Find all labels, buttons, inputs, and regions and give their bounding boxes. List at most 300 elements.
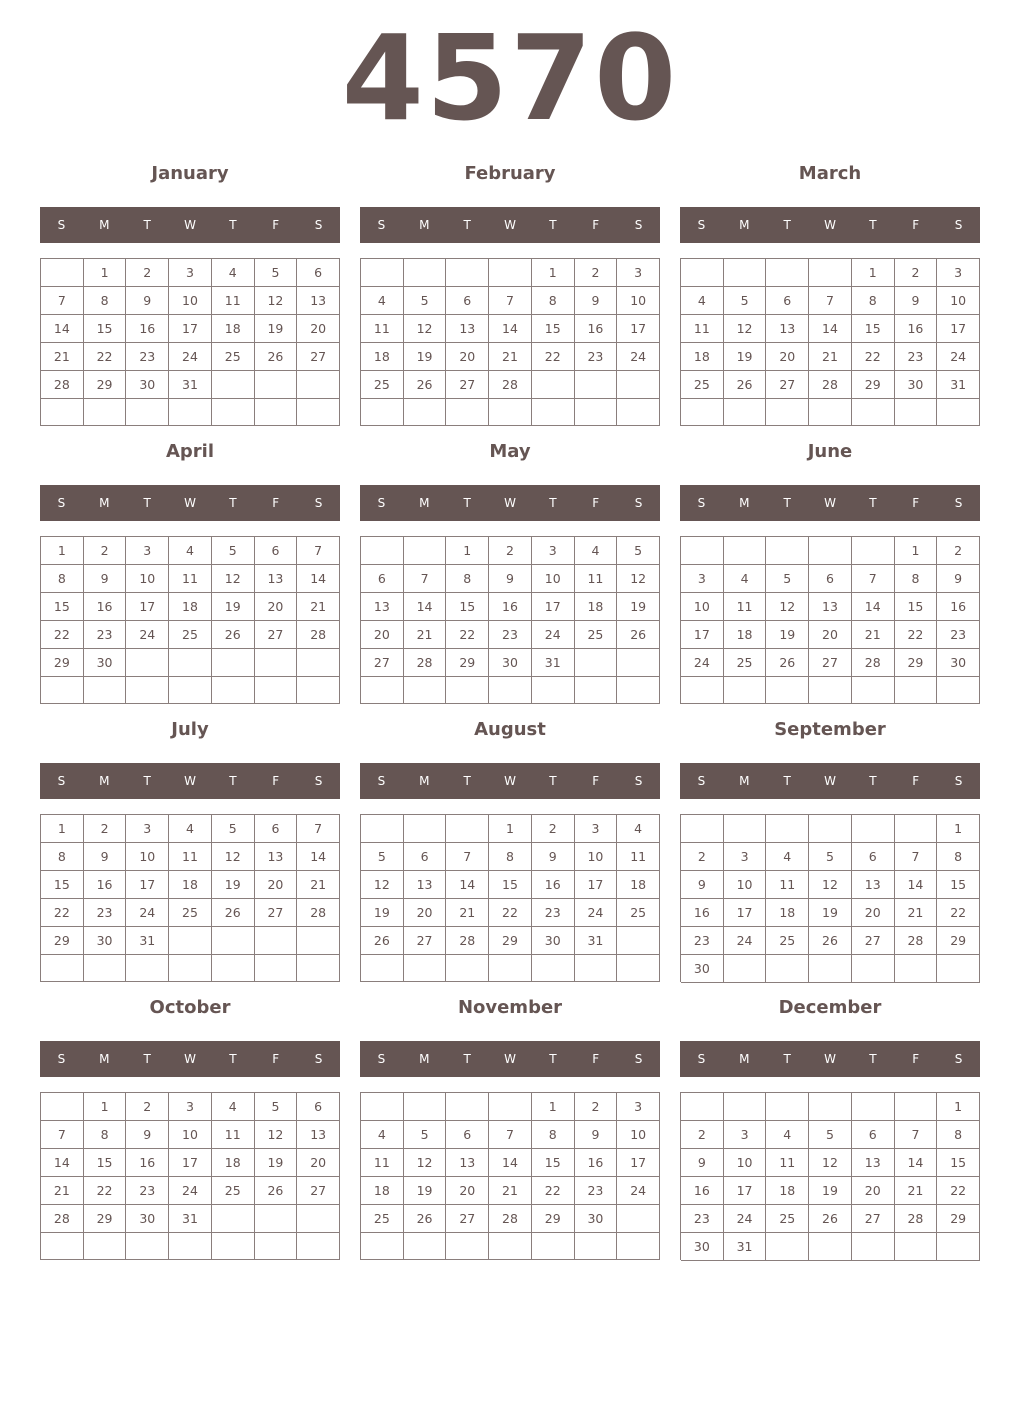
day-cell bbox=[361, 815, 404, 843]
day-cell: 1 bbox=[937, 1093, 980, 1121]
day-cell: 4 bbox=[169, 537, 212, 565]
day-cell: 3 bbox=[532, 537, 575, 565]
day-cell: 9 bbox=[895, 287, 938, 315]
day-cell: 26 bbox=[212, 899, 255, 927]
day-cell bbox=[361, 537, 404, 565]
day-cell: 13 bbox=[766, 315, 809, 343]
month-name: September bbox=[774, 719, 886, 740]
weekday-header bbox=[40, 207, 340, 243]
day-cell: 15 bbox=[41, 871, 84, 899]
weekday-label: T bbox=[463, 774, 471, 788]
weekday-label: M bbox=[99, 774, 110, 788]
day-cell: 5 bbox=[809, 843, 852, 871]
day-cell: 25 bbox=[766, 927, 809, 955]
weekday-label: F bbox=[272, 1052, 280, 1066]
day-cell: 1 bbox=[532, 1093, 575, 1121]
day-cell: 26 bbox=[809, 1205, 852, 1233]
day-grid bbox=[680, 814, 980, 982]
day-cell: 8 bbox=[937, 1121, 980, 1149]
day-cell: 15 bbox=[895, 593, 938, 621]
day-cell bbox=[617, 677, 660, 704]
day-cell: 12 bbox=[766, 593, 809, 621]
weekday-label: F bbox=[912, 218, 920, 232]
day-cell: 7 bbox=[41, 287, 84, 315]
day-cell: 2 bbox=[575, 259, 618, 287]
weekday-label: F bbox=[592, 496, 600, 510]
day-cell: 11 bbox=[724, 593, 767, 621]
day-cell: 1 bbox=[41, 815, 84, 843]
day-cell bbox=[809, 815, 852, 843]
day-cell bbox=[766, 537, 809, 565]
day-cell: 17 bbox=[724, 1177, 767, 1205]
day-cell: 15 bbox=[852, 315, 895, 343]
day-cell: 28 bbox=[809, 371, 852, 399]
day-cell: 7 bbox=[489, 287, 532, 315]
day-cell: 18 bbox=[575, 593, 618, 621]
day-cell bbox=[617, 955, 660, 982]
day-cell: 21 bbox=[404, 621, 447, 649]
day-cell: 6 bbox=[255, 815, 298, 843]
weekday-label: T bbox=[143, 218, 151, 232]
day-cell bbox=[766, 815, 809, 843]
weekday-label: S bbox=[634, 1052, 643, 1066]
day-cell bbox=[361, 955, 404, 982]
day-cell bbox=[532, 371, 575, 399]
day-cell: 5 bbox=[766, 565, 809, 593]
day-cell bbox=[489, 399, 532, 426]
day-cell bbox=[126, 649, 169, 677]
day-cell: 28 bbox=[404, 649, 447, 677]
day-cell: 26 bbox=[361, 927, 404, 955]
day-cell: 5 bbox=[255, 1093, 298, 1121]
day-cell: 4 bbox=[575, 537, 618, 565]
day-cell: 10 bbox=[617, 1121, 660, 1149]
day-grid bbox=[680, 258, 980, 426]
day-cell: 10 bbox=[169, 287, 212, 315]
day-cell bbox=[766, 399, 809, 426]
day-grid bbox=[360, 1092, 660, 1260]
day-cell: 19 bbox=[809, 899, 852, 927]
day-cell: 22 bbox=[446, 621, 489, 649]
day-cell: 2 bbox=[681, 843, 724, 871]
day-cell: 8 bbox=[937, 843, 980, 871]
day-cell: 26 bbox=[766, 649, 809, 677]
day-cell: 30 bbox=[895, 371, 938, 399]
weekday-header bbox=[40, 763, 340, 799]
day-cell bbox=[852, 1093, 895, 1121]
day-cell: 22 bbox=[41, 899, 84, 927]
day-cell: 28 bbox=[852, 649, 895, 677]
weekday-label: T bbox=[869, 1052, 877, 1066]
day-cell: 3 bbox=[126, 815, 169, 843]
day-cell: 19 bbox=[212, 871, 255, 899]
day-cell bbox=[41, 677, 84, 704]
weekday-label: S bbox=[57, 774, 66, 788]
day-cell bbox=[852, 815, 895, 843]
day-cell: 26 bbox=[809, 927, 852, 955]
day-cell: 27 bbox=[255, 899, 298, 927]
day-cell bbox=[724, 537, 767, 565]
day-cell: 4 bbox=[212, 1093, 255, 1121]
day-cell: 30 bbox=[681, 955, 724, 983]
weekday-header bbox=[360, 763, 660, 799]
day-cell bbox=[446, 1233, 489, 1260]
day-cell: 22 bbox=[41, 621, 84, 649]
day-cell bbox=[212, 955, 255, 982]
day-cell bbox=[724, 955, 767, 983]
day-cell: 15 bbox=[489, 871, 532, 899]
day-cell bbox=[212, 927, 255, 955]
day-cell: 28 bbox=[446, 927, 489, 955]
day-cell: 30 bbox=[84, 927, 127, 955]
day-cell: 29 bbox=[532, 1205, 575, 1233]
day-cell: 30 bbox=[126, 371, 169, 399]
weekday-label: S bbox=[954, 496, 963, 510]
day-cell bbox=[681, 399, 724, 426]
day-cell bbox=[766, 1093, 809, 1121]
day-cell: 5 bbox=[361, 843, 404, 871]
day-cell: 16 bbox=[532, 871, 575, 899]
day-cell: 11 bbox=[361, 315, 404, 343]
day-cell: 14 bbox=[852, 593, 895, 621]
weekday-label: S bbox=[634, 774, 643, 788]
day-cell bbox=[724, 259, 767, 287]
weekday-label: T bbox=[549, 218, 557, 232]
day-cell bbox=[809, 677, 852, 704]
day-cell: 14 bbox=[895, 1149, 938, 1177]
weekday-label: F bbox=[272, 774, 280, 788]
weekday-label: T bbox=[463, 218, 471, 232]
day-cell: 30 bbox=[575, 1205, 618, 1233]
day-cell: 18 bbox=[361, 1177, 404, 1205]
day-cell: 19 bbox=[255, 1149, 298, 1177]
day-cell bbox=[766, 1233, 809, 1261]
weekday-label: F bbox=[592, 218, 600, 232]
weekday-label: S bbox=[57, 496, 66, 510]
day-cell bbox=[446, 677, 489, 704]
day-cell: 26 bbox=[404, 371, 447, 399]
day-cell: 7 bbox=[446, 843, 489, 871]
weekday-label: S bbox=[634, 218, 643, 232]
day-cell bbox=[126, 677, 169, 704]
day-cell: 21 bbox=[852, 621, 895, 649]
day-cell bbox=[84, 677, 127, 704]
day-cell: 11 bbox=[766, 871, 809, 899]
day-cell: 19 bbox=[617, 593, 660, 621]
day-cell: 22 bbox=[84, 343, 127, 371]
weekday-label: M bbox=[739, 218, 750, 232]
day-cell: 16 bbox=[489, 593, 532, 621]
day-cell: 1 bbox=[852, 259, 895, 287]
weekday-label: T bbox=[869, 218, 877, 232]
day-cell: 14 bbox=[446, 871, 489, 899]
weekday-label: W bbox=[824, 496, 836, 510]
day-cell: 22 bbox=[852, 343, 895, 371]
month-name: March bbox=[798, 163, 862, 184]
day-cell bbox=[84, 399, 127, 426]
weekday-label: W bbox=[504, 1052, 516, 1066]
weekday-label: T bbox=[549, 496, 557, 510]
day-cell: 2 bbox=[126, 259, 169, 287]
day-cell: 19 bbox=[255, 315, 298, 343]
day-cell: 12 bbox=[809, 1149, 852, 1177]
day-cell: 13 bbox=[297, 287, 340, 315]
day-cell: 6 bbox=[809, 565, 852, 593]
day-cell: 14 bbox=[895, 871, 938, 899]
day-cell: 6 bbox=[297, 1093, 340, 1121]
weekday-label: M bbox=[739, 774, 750, 788]
day-cell bbox=[297, 1233, 340, 1260]
day-cell: 14 bbox=[41, 1149, 84, 1177]
day-cell: 9 bbox=[126, 287, 169, 315]
day-cell bbox=[681, 259, 724, 287]
day-cell: 28 bbox=[297, 899, 340, 927]
day-cell: 6 bbox=[297, 259, 340, 287]
day-cell bbox=[895, 1233, 938, 1261]
day-cell: 23 bbox=[489, 621, 532, 649]
weekday-label: T bbox=[229, 218, 237, 232]
day-cell bbox=[809, 1093, 852, 1121]
day-cell bbox=[575, 399, 618, 426]
day-cell: 18 bbox=[212, 1149, 255, 1177]
day-cell bbox=[297, 927, 340, 955]
weekday-label: T bbox=[549, 774, 557, 788]
weekday-label: S bbox=[314, 496, 323, 510]
day-cell: 18 bbox=[766, 899, 809, 927]
day-cell: 20 bbox=[297, 1149, 340, 1177]
day-cell: 25 bbox=[361, 371, 404, 399]
day-cell: 21 bbox=[895, 899, 938, 927]
day-cell: 24 bbox=[169, 1177, 212, 1205]
month-name: April bbox=[165, 441, 215, 462]
day-cell bbox=[724, 677, 767, 704]
day-cell: 2 bbox=[532, 815, 575, 843]
day-cell: 4 bbox=[361, 287, 404, 315]
day-cell: 18 bbox=[766, 1177, 809, 1205]
weekday-label: M bbox=[99, 218, 110, 232]
day-cell: 28 bbox=[895, 1205, 938, 1233]
day-cell: 15 bbox=[532, 1149, 575, 1177]
weekday-label: F bbox=[272, 218, 280, 232]
day-cell: 11 bbox=[681, 315, 724, 343]
day-cell: 11 bbox=[617, 843, 660, 871]
day-cell: 4 bbox=[681, 287, 724, 315]
day-cell: 27 bbox=[446, 371, 489, 399]
day-cell: 30 bbox=[532, 927, 575, 955]
weekday-label: S bbox=[697, 218, 706, 232]
day-cell: 20 bbox=[446, 1177, 489, 1205]
day-cell: 28 bbox=[489, 371, 532, 399]
weekday-label: S bbox=[377, 1052, 386, 1066]
day-cell bbox=[212, 371, 255, 399]
day-cell bbox=[404, 1233, 447, 1260]
weekday-label: F bbox=[592, 774, 600, 788]
weekday-label: T bbox=[229, 1052, 237, 1066]
day-cell: 25 bbox=[575, 621, 618, 649]
day-cell: 2 bbox=[84, 815, 127, 843]
day-cell: 21 bbox=[41, 343, 84, 371]
day-cell: 12 bbox=[617, 565, 660, 593]
day-cell: 14 bbox=[489, 1149, 532, 1177]
day-cell: 15 bbox=[446, 593, 489, 621]
day-cell bbox=[575, 649, 618, 677]
day-cell: 16 bbox=[84, 871, 127, 899]
weekday-label: W bbox=[184, 218, 196, 232]
day-cell: 7 bbox=[895, 843, 938, 871]
weekday-label: F bbox=[912, 1052, 920, 1066]
day-cell: 20 bbox=[255, 593, 298, 621]
day-cell bbox=[766, 677, 809, 704]
day-cell: 12 bbox=[404, 1149, 447, 1177]
day-cell: 21 bbox=[489, 1177, 532, 1205]
weekday-label: S bbox=[314, 218, 323, 232]
day-cell bbox=[255, 399, 298, 426]
day-cell: 24 bbox=[617, 343, 660, 371]
day-cell: 12 bbox=[255, 287, 298, 315]
day-cell: 23 bbox=[84, 621, 127, 649]
weekday-header bbox=[360, 1041, 660, 1077]
day-cell: 13 bbox=[361, 593, 404, 621]
day-cell: 19 bbox=[404, 1177, 447, 1205]
day-cell bbox=[532, 399, 575, 426]
day-cell: 1 bbox=[489, 815, 532, 843]
day-cell: 30 bbox=[489, 649, 532, 677]
day-cell: 25 bbox=[766, 1205, 809, 1233]
day-cell: 7 bbox=[297, 815, 340, 843]
day-cell bbox=[404, 399, 447, 426]
day-cell bbox=[169, 399, 212, 426]
day-cell: 31 bbox=[169, 371, 212, 399]
day-cell: 24 bbox=[724, 927, 767, 955]
day-cell: 24 bbox=[126, 899, 169, 927]
day-cell bbox=[361, 1233, 404, 1260]
day-cell: 9 bbox=[84, 843, 127, 871]
day-cell: 18 bbox=[361, 343, 404, 371]
day-cell: 31 bbox=[126, 927, 169, 955]
day-cell: 14 bbox=[297, 565, 340, 593]
weekday-header bbox=[360, 485, 660, 521]
day-cell bbox=[212, 1205, 255, 1233]
month-name: December bbox=[778, 997, 882, 1018]
day-cell: 23 bbox=[84, 899, 127, 927]
day-cell: 27 bbox=[809, 649, 852, 677]
day-cell bbox=[681, 1093, 724, 1121]
day-cell: 22 bbox=[937, 1177, 980, 1205]
day-cell: 29 bbox=[84, 1205, 127, 1233]
day-cell bbox=[937, 399, 980, 426]
day-cell: 26 bbox=[724, 371, 767, 399]
day-cell bbox=[361, 399, 404, 426]
day-cell: 12 bbox=[212, 843, 255, 871]
day-cell bbox=[297, 399, 340, 426]
day-cell bbox=[937, 955, 980, 983]
day-cell: 24 bbox=[681, 649, 724, 677]
day-cell bbox=[126, 399, 169, 426]
day-cell bbox=[126, 1233, 169, 1260]
weekday-label: T bbox=[783, 496, 791, 510]
day-cell: 4 bbox=[724, 565, 767, 593]
day-cell: 4 bbox=[361, 1121, 404, 1149]
day-cell: 26 bbox=[617, 621, 660, 649]
day-grid bbox=[40, 814, 340, 982]
day-cell: 20 bbox=[852, 899, 895, 927]
weekday-label: T bbox=[549, 1052, 557, 1066]
weekday-header bbox=[40, 1041, 340, 1077]
day-cell: 5 bbox=[404, 1121, 447, 1149]
day-cell: 9 bbox=[84, 565, 127, 593]
day-cell: 1 bbox=[446, 537, 489, 565]
day-cell bbox=[895, 399, 938, 426]
day-cell: 29 bbox=[446, 649, 489, 677]
day-cell: 10 bbox=[681, 593, 724, 621]
weekday-label: T bbox=[869, 496, 877, 510]
day-cell bbox=[41, 399, 84, 426]
day-cell: 10 bbox=[724, 871, 767, 899]
day-cell bbox=[41, 1233, 84, 1260]
day-cell: 15 bbox=[84, 1149, 127, 1177]
day-cell: 26 bbox=[255, 343, 298, 371]
day-cell: 12 bbox=[255, 1121, 298, 1149]
day-cell: 3 bbox=[169, 1093, 212, 1121]
day-cell: 23 bbox=[575, 343, 618, 371]
day-cell bbox=[169, 649, 212, 677]
day-cell: 13 bbox=[852, 1149, 895, 1177]
day-cell bbox=[404, 259, 447, 287]
day-cell: 16 bbox=[895, 315, 938, 343]
day-cell: 30 bbox=[126, 1205, 169, 1233]
day-cell: 6 bbox=[404, 843, 447, 871]
day-cell: 29 bbox=[84, 371, 127, 399]
day-cell: 12 bbox=[212, 565, 255, 593]
day-cell bbox=[297, 649, 340, 677]
day-cell: 14 bbox=[489, 315, 532, 343]
weekday-label: S bbox=[954, 1052, 963, 1066]
weekday-label: S bbox=[954, 218, 963, 232]
day-cell: 18 bbox=[617, 871, 660, 899]
day-cell: 31 bbox=[532, 649, 575, 677]
weekday-label: W bbox=[824, 1052, 836, 1066]
day-cell: 12 bbox=[361, 871, 404, 899]
day-cell: 23 bbox=[895, 343, 938, 371]
day-cell: 26 bbox=[255, 1177, 298, 1205]
day-cell bbox=[489, 1093, 532, 1121]
day-cell: 26 bbox=[212, 621, 255, 649]
day-cell: 17 bbox=[575, 871, 618, 899]
day-cell bbox=[404, 955, 447, 982]
day-cell: 23 bbox=[532, 899, 575, 927]
day-cell: 10 bbox=[937, 287, 980, 315]
day-cell: 8 bbox=[532, 287, 575, 315]
day-cell bbox=[126, 955, 169, 982]
day-cell: 23 bbox=[681, 927, 724, 955]
day-cell: 15 bbox=[532, 315, 575, 343]
day-cell: 22 bbox=[532, 1177, 575, 1205]
day-cell bbox=[255, 371, 298, 399]
day-grid bbox=[360, 536, 660, 704]
day-cell: 10 bbox=[126, 565, 169, 593]
day-cell: 24 bbox=[532, 621, 575, 649]
weekday-label: W bbox=[824, 218, 836, 232]
day-cell bbox=[575, 1233, 618, 1260]
day-cell: 14 bbox=[41, 315, 84, 343]
day-cell: 21 bbox=[809, 343, 852, 371]
day-cell: 10 bbox=[575, 843, 618, 871]
day-cell: 7 bbox=[895, 1121, 938, 1149]
day-grid bbox=[360, 814, 660, 982]
day-cell bbox=[532, 677, 575, 704]
day-cell: 16 bbox=[126, 1149, 169, 1177]
day-cell: 22 bbox=[895, 621, 938, 649]
